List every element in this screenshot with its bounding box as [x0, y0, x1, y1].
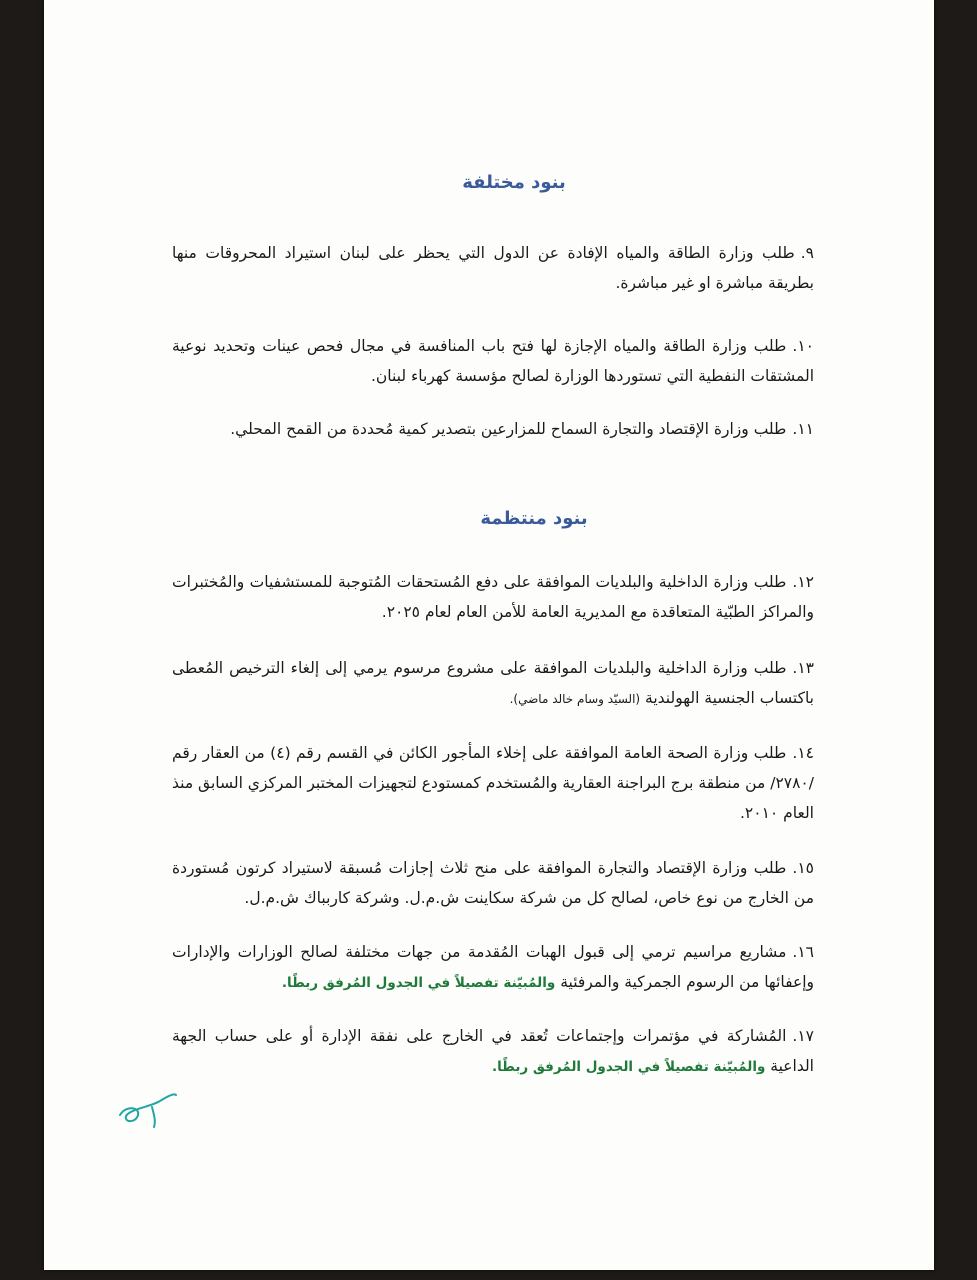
item-text: طلب وزارة الإقتصاد والتجارة الموافقة على منح ثلاث إجازات مُسبقة لاستيراد كرتون مُستوردة من الخارج من نوع خاص، لصالح كل من شركة سكاينت ش.م.ل. وشركة كاربباك ش.م.ل. [172, 859, 814, 907]
item-number: ١١. [792, 420, 814, 438]
agenda-item-13 [172, 653, 814, 714]
agenda-item-16 [172, 937, 814, 998]
agenda-item-14 [172, 738, 814, 828]
heading-regular-items: بنود منتظمة [480, 508, 588, 529]
agenda-item-15 [172, 853, 814, 913]
item-number: ١٦. [792, 943, 814, 961]
item-number: ١٥. [792, 859, 814, 877]
item-text: طلب وزارة الصحة العامة الموافقة على إخلاء المأجور الكائن في القسم رقم (٤) من العقار رقم /٢٧٨٠/ من منطقة برج البراجنة العقارية والمُستخدم كمستودع لتجهيزات المختبر المركزي السابق منذ العام ٢٠١٠. [172, 744, 814, 822]
item-note: (السيّد وسام خالد ماضي). [509, 692, 641, 706]
document-page [44, 0, 934, 1270]
agenda-item-9 [172, 238, 814, 298]
agenda-item-12 [172, 567, 814, 627]
agenda-item-11 [172, 414, 814, 444]
item-number: ١٠. [792, 337, 814, 355]
item-number: ١٧. [792, 1027, 814, 1045]
item-number: ١٣. [792, 659, 814, 677]
heading-misc-items: بنود مختلفة [462, 172, 566, 193]
item-text: طلب وزارة الطاقة والمياه الإجازة لها فتح باب المنافسة في مجال فحص عينات وتحديد نوعية المشتقات النفطية التي تستوردها الوزارة لصالح مؤسسة كهرباء لبنان. [172, 337, 814, 385]
item-number: ١٤. [792, 744, 814, 762]
item-text: طلب وزارة الداخلية والبلديات الموافقة على مشروع مرسوم يرمي إلى إلغاء الترخيص المُعطى باكتساب الجنسية الهولندية [172, 659, 814, 707]
item-text: طلب وزارة الطاقة والمياه الإفادة عن الدول التي يحظر على لبنان استيراد المحروقات منها بطريقة مباشرة او غير مباشرة. [172, 244, 814, 292]
item-number: ٩. [800, 244, 814, 262]
item-number: ١٢. [792, 573, 814, 591]
agenda-item-10 [172, 331, 814, 391]
item-text: المُشاركة في مؤتمرات وإجتماعات تُعقد في الخارج على نفقة الإدارة أو على حساب الجهة الداعية [172, 1027, 814, 1075]
item-annex-note: والمُبيّنة تفصيلاً في الجدول المُرفق ربطًا. [491, 1059, 766, 1075]
item-text: طلب وزارة الإقتصاد والتجارة السماح للمزارعين بتصدير كمية مُحددة من القمح المحلي. [230, 420, 787, 438]
item-text: طلب وزارة الداخلية والبلديات الموافقة على دفع المُستحقات المُتوجبة للمستشفيات والمُختبرات والمراكز الطبّية المتعاقدة مع المديرية العامة للأمن العام لعام ٢٠٢٥. [172, 573, 814, 621]
item-annex-note: والمُبيّنة تفصيلاً في الجدول المُرفق ربطًا. [281, 975, 556, 991]
item-text: مشاريع مراسيم ترمي إلى قبول الهبات المُقدمة من جهات مختلفة لصالح الوزارات والإدارات وإعفائها من الرسوم الجمركية والمرفئية [172, 943, 814, 991]
handwritten-initials [116, 1085, 186, 1135]
agenda-item-17 [172, 1021, 814, 1082]
